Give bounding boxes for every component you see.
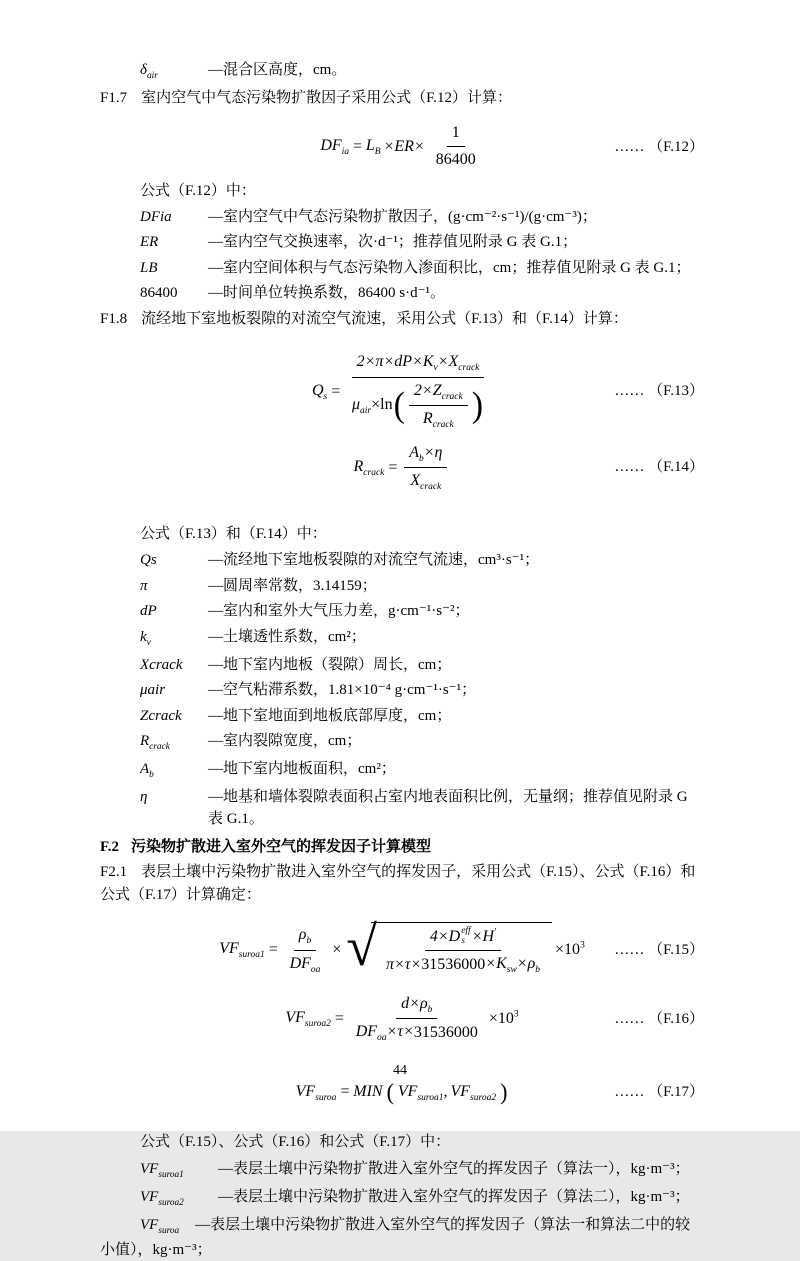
- close-paren: ): [500, 1078, 508, 1106]
- formula-f17: [100, 1080, 704, 1105]
- heading-text: 污染物扩散进入室外空气的挥发因子计算模型: [131, 838, 432, 855]
- formula-f15-body: $VF_{suroa1}$ = $\frac{\rho_b}{DF_{oa}}$ × √ 4×D eff s ×H′ π×τ× 31536000 $\times K_{sw}\times\rho_b$ $\times 10^3$: [219, 916, 585, 979]
- section-number: F1.8: [100, 310, 128, 327]
- formula-f12: [100, 121, 704, 172]
- formula-f13-body: $Q_s$ = $2\times\pi\times dP\times K_v\times X_{crack}$ $\mu_{air}\times\ln$ ( $\frac{2\times Z_{crack}}{R_{crack}}$ ): [312, 350, 492, 432]
- symbol: η: [140, 788, 148, 805]
- section-f2-1: [100, 861, 704, 906]
- definition-row: [140, 549, 704, 572]
- formula-f13: [100, 350, 704, 432]
- symbol: ER: [140, 234, 159, 251]
- definition-text: —地下室内地板面积，cm²；: [208, 761, 396, 777]
- symbol: $k_v$: [140, 628, 151, 648]
- section-number: F.2: [100, 838, 120, 855]
- definition-row: [140, 600, 704, 623]
- definition-text: —表层土壤中污染物扩散进入室外空气的挥发因子（算法二），kg·m⁻³；: [218, 1188, 690, 1205]
- definition-row-delta-air: [140, 59, 704, 84]
- formula-f17-label: …… （F.17）: [614, 1084, 704, 1101]
- symbol: π: [140, 577, 148, 594]
- definition-text: —地下室地面到地板底部厚度，cm；: [208, 707, 452, 724]
- fraction: $\frac{1}{86400}$: [431, 121, 481, 172]
- definition-text: —室内空间体积与气态污染物入渗面积比，cm；推荐值见附录 G 表 G.1；: [208, 259, 691, 276]
- close-paren: ): [471, 385, 484, 425]
- open-paren: (: [393, 385, 405, 425]
- definition-text: —地基和墙体裂隙表面积占室内地表面积比例，无量纲；推荐值见附录 G 表 G.1。: [208, 788, 688, 828]
- symbol: $A_b$: [140, 761, 154, 780]
- definition-row: [140, 679, 704, 702]
- formula-f17-body: $VF_{suroa}$ = MIN ( $VF_{suroa1}$, $VF_{suroa2}$ ): [295, 1078, 508, 1106]
- definition-text: —流经地下室地板裂隙的对流空气流速，cm³·s⁻¹；: [208, 552, 540, 569]
- symbol: Zcrack: [140, 707, 182, 724]
- formula-f12-label: …… （F.12）: [614, 138, 704, 155]
- definition-text: —土壤透性系数，cm²；: [208, 628, 366, 645]
- section-number: F2.1: [100, 864, 128, 881]
- section-f1-7: [100, 87, 704, 110]
- definition-text: —圆周率常数，3.14159；: [208, 577, 377, 594]
- fraction: $\frac{A_b\times\eta}{X_{crack}}$: [404, 441, 447, 495]
- section-f1-8: [100, 308, 704, 331]
- definition-row: [140, 206, 704, 229]
- sup-sub-stack: eff s: [461, 926, 471, 947]
- formula-f14-label: …… （F.14）: [614, 459, 704, 476]
- inner-fraction: $\frac{2\times Z_{crack}}{R_{crack}}$: [409, 379, 468, 433]
- section-text: 流经地下室地板裂隙的对流空气流速，采用公式（F.13）和（F.14）计算：: [141, 310, 628, 327]
- symbol-delta-air: $\delta_{air}$: [140, 62, 158, 81]
- symbol: Xcrack: [140, 656, 183, 673]
- definition-row: [140, 705, 704, 728]
- symbol: DFia: [140, 208, 172, 225]
- fraction: $d\times\rho_b$ $DF_{oa}\times\tau\times$ 31536000: [351, 992, 483, 1046]
- definition-text: —空气粘滞系数，1.81×10⁻⁴ g·cm⁻¹·s⁻¹；: [208, 682, 477, 699]
- symbol: 86400: [140, 285, 178, 302]
- fraction: $\frac{\rho_b}{DF_{oa}}$: [285, 923, 326, 977]
- definition-row: [140, 1186, 704, 1211]
- formula-f1314-intro: 公式（F.13）和（F.14）中：: [140, 525, 327, 542]
- definition-text: —表层土壤中污染物扩散进入室外空气的挥发因子（算法一），kg·m⁻³；: [218, 1160, 690, 1177]
- definition-row: [140, 730, 704, 755]
- formula-f13-label: …… （F.13）: [614, 383, 704, 400]
- symbol: LB: [140, 259, 158, 276]
- formula-f12-body: $DF_{ia}$ = $L_B$ ×ER× $\frac{1}{86400}$: [320, 121, 483, 172]
- formula-f16-body: $VF_{suroa2}$ = $d\times\rho_b$ $DF_{oa}\times\tau\times$ 31536000 $\times 10^3$: [285, 992, 518, 1046]
- definition-row: [140, 654, 704, 677]
- page-number: 44: [393, 1063, 407, 1078]
- section-text: 室内空气中气态污染物扩散因子采用公式（F.12）计算：: [141, 89, 512, 106]
- definition-text: —室内空气中气态污染物扩散因子，(g·cm⁻²·s⁻¹)/(g·cm⁻³)；: [208, 208, 597, 225]
- radical-sign: √: [346, 916, 377, 979]
- formula-f14: [100, 441, 704, 495]
- definition-text: —室内空气交换速率，次·d⁻¹；推荐值见附录 G 表 G.1；: [208, 234, 578, 251]
- open-paren: (: [386, 1078, 394, 1106]
- definition-row: [140, 231, 704, 254]
- definition-row: [140, 626, 704, 651]
- section-number: F1.7: [100, 89, 128, 106]
- heading-f2: [100, 836, 704, 859]
- definition-text: —时间单位转换系数，86400 s·d⁻¹。: [208, 285, 445, 302]
- formula-f15-intro: 公式（F.15）、公式（F.16）和公式（F.17）中：: [140, 1134, 451, 1151]
- fraction: 4×D eff s ×H′ π×τ× 31536000 $\times K_{sw}\times\rho_b$: [385, 926, 541, 976]
- symbol: μair: [140, 682, 166, 699]
- formula-f12-intro: 公式（F.12）中：: [140, 183, 256, 200]
- definition-text: —表层土壤中污染物扩散进入室外空气的挥发因子（算法一和算法二中的较小值），kg·m⁻³；: [100, 1216, 691, 1258]
- definition-text: —地下室内地板（裂隙）周长，cm；: [208, 656, 452, 673]
- definition-row-wrapping: [100, 1214, 704, 1261]
- definition-row: [140, 1158, 704, 1183]
- definition-row: [140, 257, 704, 280]
- definition-text: —混合区高度，cm。: [208, 62, 347, 78]
- fraction: $2\times\pi\times dP\times K_v\times X_{crack}$ $\mu_{air}\times\ln$ ( $\frac{2\times Z_{crack}}{R_{crack}}$ ): [347, 350, 489, 432]
- definition-text: —室内和室外大气压力差，g·cm⁻¹·s⁻²；: [208, 603, 470, 620]
- formula-f16-label: …… （F.16）: [614, 1010, 704, 1027]
- symbol: $VF_{suroa}$: [140, 1216, 180, 1236]
- symbol: $VF_{suroa2}$: [140, 1188, 184, 1208]
- formula-f15: [100, 916, 704, 979]
- symbol: $R_{crack}$: [140, 733, 170, 753]
- definition-row: [140, 758, 704, 783]
- formula-f16: [100, 992, 704, 1046]
- definition-row: [140, 282, 704, 305]
- definition-row: [140, 575, 704, 598]
- section-text: 表层土壤中污染物扩散进入室外空气的挥发因子，采用公式（F.15）、公式（F.16）和公式（F.17）计算确定：: [100, 864, 696, 903]
- definition-row: [140, 786, 704, 831]
- formula-f15-label: …… （F.15）: [614, 941, 704, 958]
- symbol: dP: [140, 603, 157, 620]
- symbol: Qs: [140, 552, 157, 569]
- symbol: $VF_{suroa1}$: [140, 1160, 184, 1180]
- formula-f14-body: $R_{crack}$ = $\frac{A_b\times\eta}{X_{crack}}$: [354, 441, 451, 495]
- definition-text: —室内裂隙宽度，cm；: [208, 733, 362, 750]
